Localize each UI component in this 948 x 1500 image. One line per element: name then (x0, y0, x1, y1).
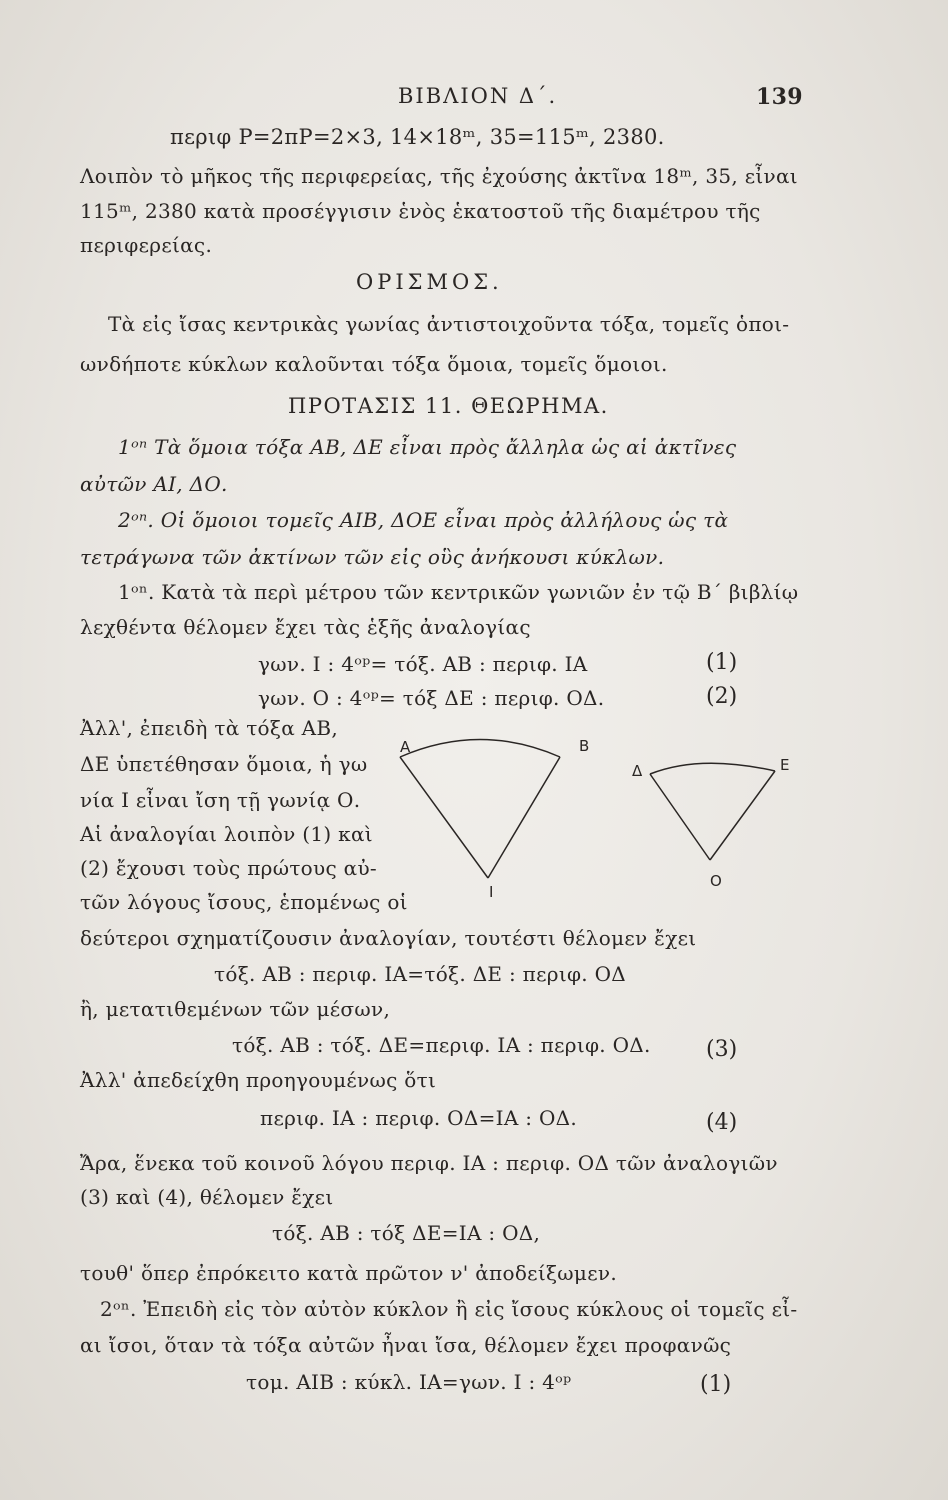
wrap-line: νία Ι εἶναι ἴση τῇ γωνίᾳ Ο. (80, 788, 361, 812)
sectors-diagram (370, 730, 810, 910)
proof-line: 1ᵒⁿ. Κατὰ τὰ περὶ μέτρου τῶν κεντρικῶν γωνιῶν ἐν τῷ Β΄ βιβλίῳ (118, 580, 799, 604)
equation-2: γων. Ο : 4ᵒᵖ= τόξ ΔΕ : περιφ. ΟΔ. (258, 686, 605, 710)
label-delta: Δ (632, 762, 643, 780)
page-number: 139 (756, 84, 803, 110)
radius-oe (710, 771, 775, 860)
sectors-figure (370, 730, 810, 914)
proposition-line: τετράγωνα τῶν ἀκτίνων τῶν εἰς οὓς ἀνήκουσι κύκλων. (80, 545, 665, 569)
proof-line: λεχθέντα θέλομεν ἔχει τὰς ἑξῆς ἀναλογίας (80, 615, 531, 639)
equation-3-number: (3) (706, 1037, 738, 1062)
radius-ia (400, 757, 488, 878)
intro-line: Λοιπὸν τὸ μῆκος τῆς περιφερείας, τῆς ἐχούσης ἀκτῖνα 18ᵐ, 35, εἶναι (80, 164, 798, 188)
label-a: A (400, 738, 411, 756)
definition-heading: ΟΡΙΣΜΟΣ. (356, 270, 503, 294)
label-e: E (780, 756, 790, 774)
equation-6-number: (1) (700, 1372, 732, 1397)
definition-line: Τὰ εἰς ἴσας κεντρικὰς γωνίας ἀντιστοιχοῦντα τόξα, τομεῖς ὁποι- (108, 312, 790, 336)
proposition-line: 1ᵒⁿ Τὰ ὅμοια τόξα ΑΒ, ΔΕ εἶναι πρὸς ἄλληλα ὡς αἱ ἀκτῖνες (118, 435, 737, 459)
wrap-line: (2) ἔχουσι τοὺς πρώτους αὐ- (80, 856, 377, 880)
proof-line: 2ᵒⁿ. Ἐπειδὴ εἰς τὸν αὐτὸν κύκλον ἢ εἰς ἴσους κύκλους οἱ τομεῖς εἶ- (100, 1297, 798, 1321)
arc-de (650, 763, 775, 774)
label-i: I (489, 883, 494, 901)
proposition-heading: ΠΡΟΤΑΣΙΣ 11. ΘΕΩΡΗΜΑ. (288, 394, 609, 418)
equation-1: γων. Ι : 4ᵒᵖ= τόξ. ΑΒ : περιφ. ΙΑ (258, 652, 588, 676)
label-o: O (710, 872, 722, 890)
equation-4: περιφ. ΙΑ : περιφ. ΟΔ=ΙΑ : ΟΔ. (260, 1106, 578, 1130)
sector-aib (400, 737, 589, 901)
proof-line: (3) καὶ (4), θέλομεν ἔχει (80, 1185, 334, 1209)
equation-6: τομ. ΑΙΒ : κύκλ. ΙΑ=γων. Ι : 4ᵒᵖ (246, 1370, 572, 1394)
intro-line: περιφερείας. (80, 233, 213, 257)
wrap-line: Αἱ ἀναλογίαι λοιπὸν (1) καὶ (80, 822, 373, 846)
equation-3a: τόξ. ΑΒ : περιφ. ΙΑ=τόξ. ΔΕ : περιφ. ΟΔ (214, 962, 627, 986)
proposition-line: 2ᵒⁿ. Οἱ ὅμοιοι τομεῖς ΑΙΒ, ΔΟΕ εἶναι πρὸς ἀλλήλους ὡς τὰ (118, 508, 729, 532)
radius-od (650, 774, 710, 860)
proof-line: Ἀλλ' ἀπεδείχθη προηγουμένως ὅτι (80, 1068, 437, 1092)
proposition-line: αὐτῶν ΑΙ, ΔΟ. (80, 472, 228, 496)
proof-line: Ἄρα, ἕνεκα τοῦ κοινοῦ λόγου περιφ. ΙΑ : περιφ. ΟΔ τῶν ἀναλογιῶν (80, 1151, 778, 1175)
running-title: ΒΙΒΛΙΟΝ Δ΄. (398, 84, 558, 108)
proof-line: τουθ' ὅπερ ἐπρόκειτο κατὰ πρῶτον ν' ἀποδείξωμεν. (80, 1261, 617, 1285)
arc-ab (400, 740, 560, 758)
equation-1-number: (1) (706, 650, 738, 675)
proof-line: αι ἴσοι, ὅταν τὰ τόξα αὐτῶν ἦναι ἴσα, θέλομεν ἔχει προφανῶς (80, 1333, 732, 1357)
radius-ib (488, 757, 560, 878)
equation-5: τόξ. ΑΒ : τόξ ΔΕ=ΙΑ : ΟΔ, (272, 1221, 541, 1245)
wrap-line: ΔΕ ὑπετέθησαν ὅμοια, ἡ γω (80, 752, 368, 776)
equation-3: τόξ. ΑΒ : τόξ. ΔΕ=περιφ. ΙΑ : περιφ. ΟΔ. (232, 1033, 651, 1057)
label-b: B (579, 737, 590, 755)
wrap-line: τῶν λόγους ἴσους, ἑπομένως οἱ (80, 890, 408, 914)
intro-formula: περιφ Ρ=2πΡ=2×3, 14×18ᵐ, 35=115ᵐ, 2380. (170, 125, 665, 149)
proof-line: δεύτεροι σχηματίζουσιν ἀναλογίαν, τουτέστι θέλομεν ἔχει (80, 926, 697, 950)
proof-line: ἢ, μετατιθεμένων τῶν μέσων, (80, 997, 391, 1021)
sector-doe (632, 756, 789, 890)
intro-line: 115ᵐ, 2380 κατὰ προσέγγισιν ἑνὸς ἑκατοστοῦ τῆς διαμέτρου τῆς (80, 199, 761, 223)
wrap-line: Ἀλλ', ἐπειδὴ τὰ τόξα ΑΒ, (80, 716, 339, 740)
definition-line: ωνδήποτε κύκλων καλοῦνται τόξα ὅμοια, τομεῖς ὅμοιοι. (80, 352, 668, 376)
equation-2-number: (2) (706, 684, 738, 709)
equation-4-number: (4) (706, 1110, 738, 1135)
